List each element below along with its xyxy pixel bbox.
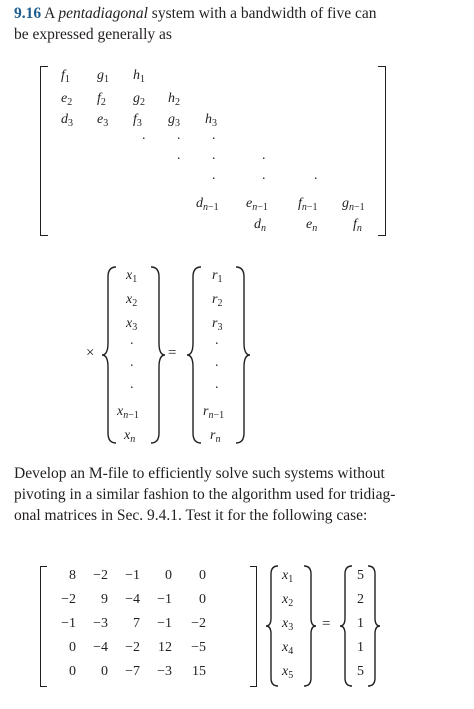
ellipsis-dot: . <box>215 333 219 348</box>
test-matrix-cell: 8 <box>69 568 76 583</box>
equals-symbol: = <box>322 616 331 632</box>
test-matrix-cell: 0 <box>165 568 172 583</box>
test-matrix-cell: −2 <box>61 592 76 607</box>
test-matrix-cell: −5 <box>191 640 206 655</box>
test-matrix-cell: −3 <box>93 616 108 631</box>
ellipsis-dot: . <box>177 128 181 143</box>
test-matrix-cell: −2 <box>93 568 108 583</box>
r-vector-left-brace <box>185 265 205 445</box>
x-vector-entry: $x_n$ <box>124 428 136 445</box>
ellipsis-dot: . <box>130 333 134 348</box>
ellipsis-dot: . <box>262 148 266 163</box>
test-x-entry: $x_3$ <box>282 616 294 633</box>
x-vector-entry: $x_3$ <box>126 316 138 333</box>
ellipsis-dot: . <box>130 377 134 392</box>
test-matrix-cell: 7 <box>133 616 140 631</box>
matrix-entry: $g_3$ <box>168 112 180 129</box>
r-vector-entry: $r_2$ <box>212 292 223 309</box>
ellipsis-dot: . <box>215 377 219 392</box>
matrix-entry: $e_2$ <box>61 91 73 108</box>
problem-body: Develop an M-file to efficiently solve such systems without pivoting in a similar fashion to the algorithm used for tridiag- onal matrices in Sec. 9.4.1. Test it for the following case: <box>14 465 396 524</box>
test-matrix-cell: 0 <box>199 568 206 583</box>
ellipsis-dot: . <box>130 355 134 370</box>
test-matrix-cell: −1 <box>157 616 172 631</box>
test-x-entry: $x_5$ <box>282 664 294 681</box>
test-matrix-cell: 0 <box>199 592 206 607</box>
test-x-right-brace <box>300 564 318 688</box>
ellipsis-dot: . <box>314 168 318 183</box>
ellipsis-dot: . <box>212 128 216 143</box>
ellipsis-dot: . <box>262 168 266 183</box>
test-matrix-right-bracket <box>250 566 257 687</box>
test-x-entry: $x_1$ <box>282 568 294 585</box>
test-matrix-cell: 0 <box>69 664 76 679</box>
matrix-entry: $h_3$ <box>205 112 217 129</box>
test-matrix-cell: 0 <box>101 664 108 679</box>
r-vector-entry: $r_1$ <box>212 268 223 285</box>
test-matrix-cell: 9 <box>101 592 108 607</box>
matrix-entry: $h_2$ <box>168 91 180 108</box>
test-matrix-cell: −1 <box>125 568 140 583</box>
test-matrix-cell: −3 <box>157 664 172 679</box>
test-matrix-cell: 0 <box>69 640 76 655</box>
r-vector-entry: $r_{n-1}$ <box>203 404 225 421</box>
matrix-entry: $d_{n-1}$ <box>196 196 219 213</box>
matrix-entry: $e_n$ <box>306 217 318 234</box>
matrix-entry: $h_1$ <box>133 68 145 85</box>
matrix-entry: $e_3$ <box>97 112 109 129</box>
test-matrix-cell: −2 <box>125 640 140 655</box>
test-x-entry: $x_4$ <box>282 640 294 657</box>
test-x-left-brace <box>264 564 282 688</box>
test-rhs-entry: 5 <box>357 568 364 583</box>
test-x-entry: $x_2$ <box>282 592 294 609</box>
x-vector-right-brace <box>147 265 167 445</box>
general-matrix-left-bracket <box>40 66 48 236</box>
r-vector-entry: $r_3$ <box>212 316 223 333</box>
times-symbol: × <box>86 345 95 361</box>
ellipsis-dot: . <box>215 355 219 370</box>
r-vector-right-brace <box>232 265 252 445</box>
ellipsis-dot: . <box>177 148 181 163</box>
test-matrix-cell: −1 <box>157 592 172 607</box>
test-matrix-cell: −1 <box>61 616 76 631</box>
test-matrix-cell: −2 <box>191 616 206 631</box>
x-vector-entry: $x_{n-1}$ <box>117 404 139 421</box>
matrix-entry: $d_n$ <box>254 217 266 234</box>
matrix-entry: $g_1$ <box>97 68 109 85</box>
matrix-entry: $f_{n-1}$ <box>298 196 318 213</box>
ellipsis-dot: . <box>142 128 146 143</box>
x-vector-entry: $x_2$ <box>126 292 138 309</box>
ellipsis-dot: . <box>212 148 216 163</box>
general-matrix-right-bracket <box>378 66 386 236</box>
test-matrix-cell: −4 <box>93 640 108 655</box>
problem-number: 9.16 <box>14 5 42 22</box>
equals-symbol: = <box>168 345 177 361</box>
test-rhs-right-brace <box>364 564 382 688</box>
pentadiagonal-term: pentadiagonal <box>58 5 148 22</box>
matrix-entry: $f_1$ <box>61 68 70 85</box>
matrix-entry: $f_n$ <box>353 217 362 234</box>
matrix-entry: $e_{n-1}$ <box>246 196 268 213</box>
problem-intro: 9.16 A pentadiagonal system with a bandwidth of five can be expressed generally as <box>14 5 377 43</box>
test-matrix-cell: −7 <box>125 664 140 679</box>
matrix-entry: $f_2$ <box>97 91 106 108</box>
matrix-entry: $f_3$ <box>133 112 142 129</box>
test-matrix-cell: 12 <box>158 640 172 655</box>
matrix-entry: $g_{n-1}$ <box>342 196 365 213</box>
x-vector-entry: $x_1$ <box>126 268 138 285</box>
test-matrix-cell: 15 <box>192 664 206 679</box>
r-vector-entry: $r_n$ <box>210 428 221 445</box>
matrix-entry: $g_2$ <box>133 91 145 108</box>
test-matrix-cell: −4 <box>125 592 140 607</box>
test-rhs-entry: 2 <box>357 592 364 607</box>
test-rhs-entry: 1 <box>357 640 364 655</box>
ellipsis-dot: . <box>212 168 216 183</box>
test-rhs-entry: 1 <box>357 616 364 631</box>
matrix-entry: $d_3$ <box>61 112 73 129</box>
test-rhs-entry: 5 <box>357 664 364 679</box>
